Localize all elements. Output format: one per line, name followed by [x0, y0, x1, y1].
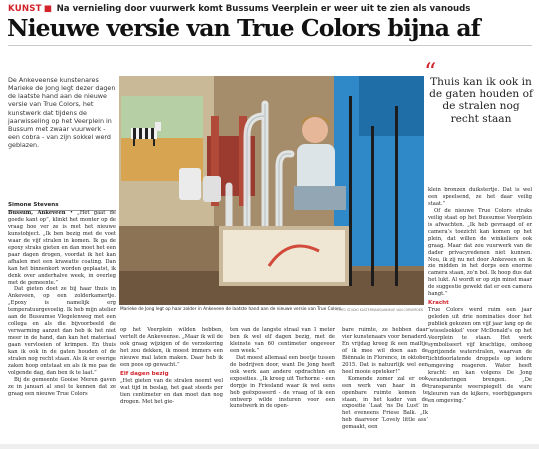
headline-divider	[8, 45, 532, 46]
body-paragraph: • „Het gaat de goede kant op”, klinkt het monter op de vraag hoe ver ze is met het nieuwe kunstobject. „Ik ben bezig met de voet waar de vijf stralen in komen. Ik ga de epoxy straks gieten en dan moet het een paar dagen drogen, voordat ik het kan afhalen met een krawatte coating. Dan kan het binnenkort worden geplaatst, ik denk over anderhalve week, in overleg met de gemeente.”	[8, 210, 116, 286]
kicker	[8, 4, 533, 14]
body-column-4	[342, 327, 428, 442]
photo-caption	[120, 307, 423, 313]
body-paragraph: ten van de langste straal van 1 meter ben ik wel elf dagen bezig, met de kleinste van 60 centimeter ongeveer een week.”	[230, 327, 335, 354]
body-paragraph: op het Veerplein wilden hebben, vertelt de Ankeveense. „Maar ik wil de ook graag wijzigen of de verzekering het zou dekken, ik moest immers een nieuwe mal laten maken. Daar heb ik een poos op gewacht.”	[120, 327, 223, 368]
quote-mark-icon: “	[424, 58, 437, 86]
page-bottom-edge	[0, 444, 539, 449]
body-column-2	[120, 327, 223, 442]
body-paragraph: bare ruimte, ze hebben daar vier kunstenaars voor benaderd. En vrijdag kreeg ik een mailtje of ik mee wil doen aan de Biënnale in Florence, in oktober 2015. Dat is natuurlijk wel een heel mooie opsteker!”	[342, 327, 428, 375]
dateline: Bussum, Ankeveen	[8, 210, 66, 216]
pull-quote	[424, 58, 534, 125]
body-column-3	[230, 327, 335, 442]
body-paragraph: Dat moest allemaal een beetje tussen de bedrijven door, want De Jong heeft ook werk aan andere opdrachten en exposities. „Ik kreeg uit Terhorne - een dorpje in Friesland waar ik wel eens heb geëxposeerd - de vraag of ik een ontwerp wilde insturen voor een kunstwerk in de open-	[230, 354, 335, 410]
subheading: Elf dagen bezig	[120, 370, 169, 377]
body-paragraph: klein bronzen duikstertje. Dat is wel een speelsend, ze het daar veilig staat.”	[428, 187, 532, 207]
byline: Simone Stevens	[8, 202, 116, 211]
body-column-5	[428, 187, 532, 442]
body-paragraph: Of de nieuwe True Colors straks veilig staat op het Bussumse Veerplein is afwachten. „Ik heb gevraagd of er camera’s toezicht kan komen op het plein, dat willen de winkeliers ook graag. Maar dat zou vuurwerk van de dader privacyredenen niet kunnen. Nou, ik zij nu net door Ankeveen en ik zie midden in het dorps een enorme camera staan, zo’n bol. Ik hoop dus dat het lukt. Al wordt er op zijn minst maar de suggestie gewekt dat er een camera hangt.”	[428, 207, 532, 298]
article-photo	[119, 76, 424, 305]
headline: Nieuwe versie van True Colors bijna af	[7, 14, 480, 42]
body-paragraph: Bij de gemeente Gooise Meren gaven ze in januari al snel te kennen dat ze graag een nieuwe True Colors	[8, 376, 116, 397]
subheading: Kracht	[428, 300, 449, 307]
body-paragraph: „Het gieten van de stralen neemt wel wat tijd in beslag, het gaat steeds per tien centimeter en dan moet dan nog drogen. Met het gie-	[120, 377, 223, 405]
kicker-text: Na vernieling door vuurwerk komt Bussums Veerplein er weer uit te zien als vanouds	[56, 4, 471, 14]
photo-credit: FOTO STUDIO KASTERMANS/ANNELIE VAN CORVERDEN	[337, 308, 423, 312]
rubric-label: KUNST	[8, 4, 42, 14]
body-paragraph: True Colors werd ruim een jaar geleden uit drie nominaties door het publiek gekozen om vijf jaar lang op de ‘wisselsokkel’ voor McDonald’s op het Veerplein te staan. Het werk symboliseert vijf krachtige, omhoog oprijzende waterstralen, waarvan de lichtdoorlatende droppels op iedere omgeving reageren. Water heeft kracht: en kan volgens De Jong veranderingen brengen. „De transparante weerspiegelt de ware kleuren van de kijkers, voorbijgangers en omgeving.”	[428, 307, 532, 404]
caption-text: Marieke de Jong legt op haar zolder in Ankeveen de laatste hand aan de nieuwe versie van True Colors.	[120, 307, 343, 312]
body-paragraph: Komende zomer zal er ook een werk van haar in de openbare ruimte komen te staan, in het kader van de expositie ‘Laat ’ns De Lust’ in het eveneens Friese Balk. „Ik heb daarvoor ‘Lovely little ass’ gemaakt, een	[342, 375, 428, 431]
rubric-separator: ■	[43, 4, 52, 14]
body-paragraph: Dat gieten doet ze bij haar thuis in Ankeveen, op een zolderkamertje. „Epoxy is namelijk erg temperatuurgevoelig. Ik heb mijn atelier aan de Bussumse Vlegelenweg met een collega en als die bijvoorbeeld de verwarming aanzet dan heb ik het niet meer in de hand, dan kan het materiaal gaan vervloeien of krimpen. En thuis kan ik ook in de gaten houden of de stralen nog recht staan. Als ik er overige zaken hoop ontstaat en als ik me pas de volgende dag, dan ben ik te laat.”	[8, 286, 116, 376]
pull-quote-text: Thuis kan ik ook in de gaten houden of de stralen nog recht staan	[429, 76, 533, 125]
intro-paragraph: De Ankeveense kunstenares Marieke de Jong legt dezer dagen de laatste hand aan de nieuwe versie van True Colors, het kunstwerk dat tijdens de jaarwisseling op het Veerplein in Bussum met zwaar vuurwerk - een cobra - van zijn sokkel werd geblazen.	[8, 76, 116, 150]
body-column-1	[8, 210, 116, 440]
